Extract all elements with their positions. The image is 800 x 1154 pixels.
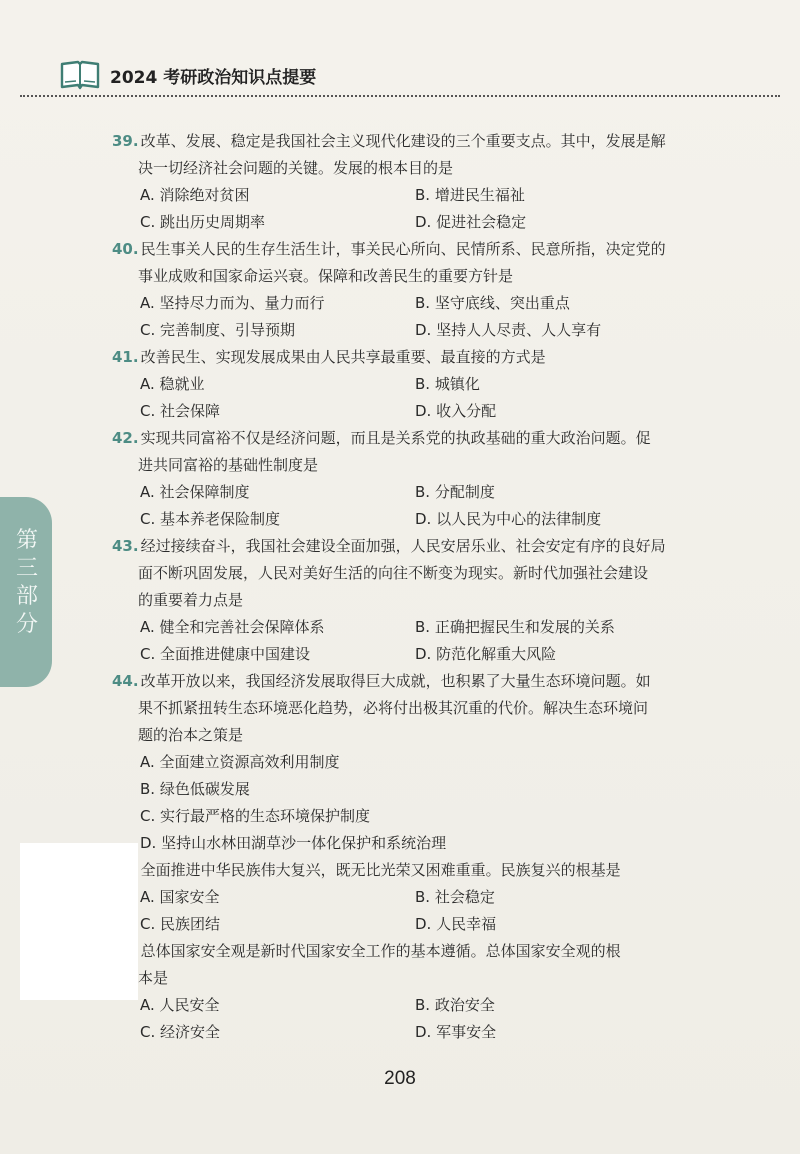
question-stem-line [112,722,714,749]
question-stem-text: 实现共同富裕不仅是经济问题，而且是关系党的执政基础的重大政治问题。促 [140,429,651,447]
question-stem-line [112,965,714,992]
question-number: 41. [112,348,139,366]
question-number: 43. [112,537,139,555]
question-number: 44. [112,672,139,690]
answer-option: B. 社会稳定 [415,888,495,906]
answer-option: D. 以人民为中心的法律制度 [415,510,602,528]
question-stem-text: 全面推进中华民族伟大复兴，既无比光荣又困难重重。民族复兴的根基是 [140,861,621,879]
answer-option: B. 分配制度 [415,483,495,501]
answer-option: A. 社会保障制度 [140,483,250,501]
answer-option: A. 坚持尽力而为、量力而行 [140,294,325,312]
question-stem-text: 事业成败和国家命运兴衰。保障和改善民生的重要方针是 [138,267,514,285]
answer-option: D. 人民幸福 [415,915,497,933]
answer-option: C. 经济安全 [140,1023,221,1041]
option-list [112,614,714,668]
answer-option: B. 政治安全 [415,996,495,1014]
answer-option: A. 健全和完善社会保障体系 [140,618,325,636]
question-stem-text: 果不抓紧扭转生态环境恶化趋势，必将付出极其沉重的代价。解决生态环境问 [138,699,649,717]
question-stem-line [112,695,714,722]
answer-option: C. 完善制度、引导预期 [140,321,296,339]
answer-option: A. 全面建立资源高效利用制度 [140,753,340,771]
option-list [112,182,714,236]
header-title: 2024 考研政治知识点提要 [110,67,317,88]
answer-option: D. 坚持人人尽责、人人享有 [415,321,602,339]
question-stem-text: 本是 [138,969,169,987]
answer-option: D. 收入分配 [415,402,497,420]
question-stem-text: 面不断巩固发展，人民对美好生活的向往不断变为现实。新时代加强社会建设 [138,564,649,582]
option-list [112,371,714,425]
question-item [112,236,714,344]
question-stem-line [112,425,714,452]
question-stem-text: 总体国家安全观是新时代国家安全工作的基本遵循。总体国家安全观的根 [140,942,621,960]
question-stem-line [112,560,714,587]
option-list [112,479,714,533]
question-stem-line [112,128,714,155]
open-book-icon [60,60,100,90]
question-stem-line [112,344,714,371]
redaction-box [20,843,138,1000]
question-number: 40. [112,240,139,258]
question-stem-line [112,236,714,263]
answer-option: D. 防范化解重大风险 [415,645,557,663]
page-header [60,58,316,92]
question-stem-line [112,533,714,560]
option-list [112,749,714,857]
option-list [112,290,714,344]
question-item [112,533,714,668]
header-divider [20,95,780,97]
question-item [112,668,714,857]
question-stem-text: 改革、发展、稳定是我国社会主义现代化建设的三个重要支点。其中，发展是解 [140,132,666,150]
question-stem-text: 改善民生、实现发展成果由人民共享最重要、最直接的方式是 [140,348,546,366]
answer-option: D. 坚持山水林田湖草沙一体化保护和系统治理 [140,834,447,852]
question-stem-text: 经过接续奋斗，我国社会建设全面加强，人民安居乐业、社会安定有序的良好局 [140,537,666,555]
question-stem-line [112,938,714,965]
question-stem-text: 题的治本之策是 [138,726,244,744]
answer-option: B. 绿色低碳发展 [140,780,250,798]
question-item [112,857,714,938]
answer-option: B. 正确把握民生和发展的关系 [415,618,615,636]
page-number: 208 [384,1068,416,1089]
question-number: 42. [112,429,139,447]
question-stem-text: 民生事关人民的生存生活生计，事关民心所向、民情所系、民意所指，决定党的 [140,240,666,258]
section-tab [0,497,52,687]
option-list [112,992,714,1046]
answer-option: B. 坚守底线、突出重点 [415,294,570,312]
question-item [112,938,714,1046]
answer-option: D. 促进社会稳定 [415,213,527,231]
question-stem-line [112,857,714,884]
question-list [112,128,714,1046]
question-stem-line [112,263,714,290]
question-stem-line [112,587,714,614]
answer-option: C. 跳出历史周期率 [140,213,266,231]
question-stem-line [112,155,714,182]
question-number: 39. [112,132,139,150]
answer-option: A. 国家安全 [140,888,220,906]
answer-option: C. 民族团结 [140,915,221,933]
answer-option: C. 全面推进健康中国建设 [140,645,311,663]
question-stem-line [112,668,714,695]
question-stem-text: 的重要着力点是 [138,591,244,609]
answer-option: B. 城镇化 [415,375,480,393]
question-stem-text: 改革开放以来，我国经济发展取得巨大成就，也积累了大量生态环境问题。如 [140,672,651,690]
answer-option: A. 稳就业 [140,375,205,393]
question-stem-text: 进共同富裕的基础性制度是 [138,456,319,474]
section-tab-label: 第 三 部 分 [15,528,38,637]
question-stem-line [112,452,714,479]
answer-option: A. 人民安全 [140,996,220,1014]
answer-option: B. 增进民生福祉 [415,186,525,204]
question-stem-text: 决一切经济社会问题的关键。发展的根本目的是 [138,159,454,177]
answer-option: C. 社会保障 [140,402,221,420]
question-item [112,344,714,425]
question-item [112,425,714,533]
answer-option: A. 消除绝对贫困 [140,186,250,204]
option-list [112,884,714,938]
question-item [112,128,714,236]
answer-option: C. 实行最严格的生态环境保护制度 [140,807,371,825]
answer-option: D. 军事安全 [415,1023,497,1041]
answer-option: C. 基本养老保险制度 [140,510,281,528]
